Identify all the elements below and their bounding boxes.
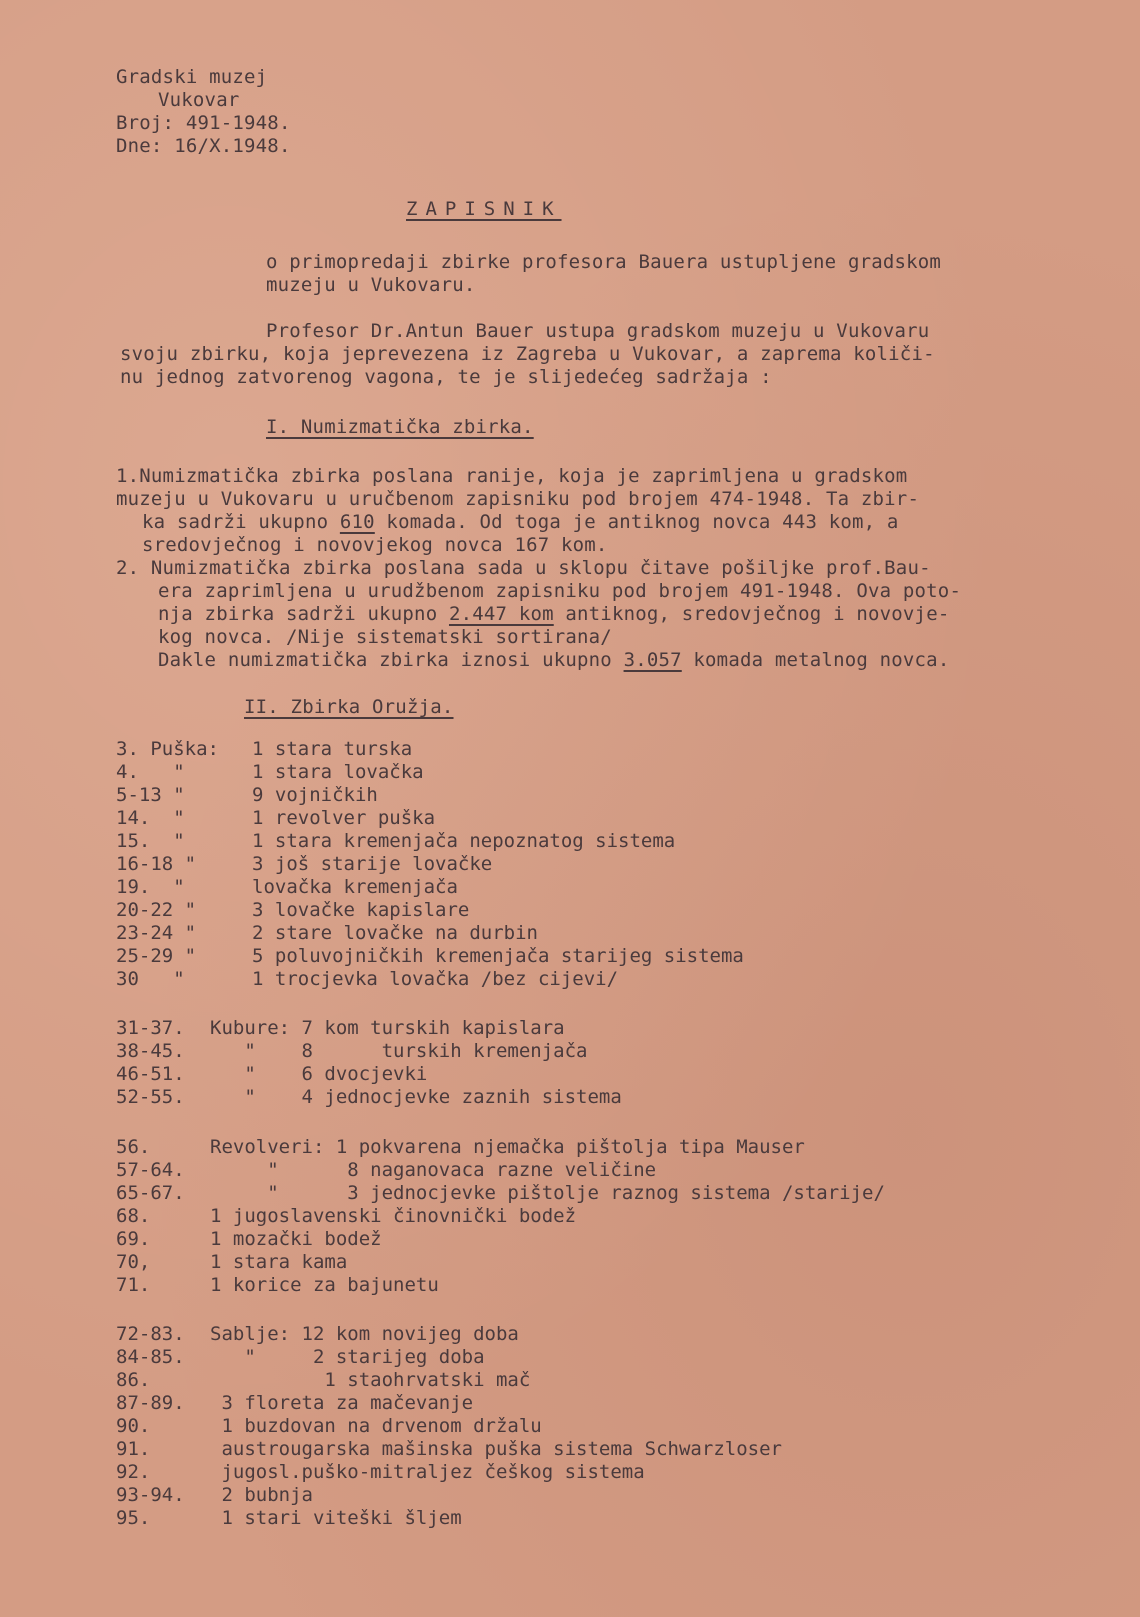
inventory-number: 72-83. <box>116 1323 185 1345</box>
inventory-description: " 2 starijeg doba <box>210 1346 485 1368</box>
numismatic-item-1-line-1: 1.Numizmatička zbirka poslana ranije, koja je zaprimljena u gradskom <box>116 465 908 487</box>
inventory-number: 84-85. <box>116 1346 185 1368</box>
numismatic-text: antiknog, sredovječnog i novovje- <box>553 603 950 625</box>
inventory-number: 46-51. <box>116 1063 185 1085</box>
numismatic-count-610: 610 <box>339 511 375 533</box>
inventory-description: 3 još starije lovačke <box>252 853 493 875</box>
numismatic-item-1-line-3 <box>142 511 899 534</box>
inventory-number: 95. <box>116 1507 151 1529</box>
inventory-description: 1 stara kama <box>210 1251 348 1273</box>
numismatic-item-2-line-3 <box>158 603 949 626</box>
inventory-number: 14. " <box>116 807 185 829</box>
inventory-number: 91. <box>116 1438 151 1460</box>
inventory-description: 1 stara turska <box>252 738 413 760</box>
inventory-description: 1 korice za bajunetu <box>210 1274 439 1296</box>
inventory-description: " 6 dvocjevki <box>210 1063 428 1085</box>
paragraph-line-3: nu jednog zatvorenog vagona, te je slijedećeg sadržaja : <box>120 366 772 388</box>
inventory-number: 70, <box>116 1251 151 1273</box>
inventory-number: 16-18 " <box>116 853 197 875</box>
inventory-description: " 4 jednocjevke zaznih sistema <box>210 1086 622 1108</box>
inventory-number: 87-89. <box>116 1392 185 1414</box>
numismatic-item-1-line-2: muzeju u Vukovaru u uručbenom zapisniku pod brojem 474-1948. Ta zbir- <box>116 488 920 510</box>
section-heading-weapons: II. Zbirka Oružja. <box>244 696 454 718</box>
paragraph-line-2: svoju zbirku, koja jeprevezena iz Zagreba u Vukovar, a zaprema količi- <box>120 343 935 365</box>
inventory-description: 1 mozački bodež <box>210 1228 382 1250</box>
inventory-description: 3 floreta za mačevanje <box>210 1392 474 1414</box>
inventory-number: 25-29 " <box>116 945 197 967</box>
intro-line-1: o primopredaji zbirke profesora Bauera ustupljene gradskom <box>266 251 942 273</box>
inventory-description: 1 trocjevka lovačka /bez cijevi/ <box>252 968 619 990</box>
inventory-number: 4. " <box>116 761 185 783</box>
inventory-description: 1 revolver puška <box>252 807 436 829</box>
header-number: Broj: 491-1948. <box>116 112 291 134</box>
inventory-number: 19. " <box>116 876 185 898</box>
inventory-description: " 8 naganovaca razne veličine <box>210 1159 657 1181</box>
paragraph-line-1: Profesor Dr.Antun Bauer ustupa gradskom muzeju u Vukovaru <box>266 320 930 342</box>
numismatic-count-2447: 2.447 kom <box>448 603 554 625</box>
inventory-number: 56. <box>116 1136 151 1158</box>
inventory-number: 3. Puška: <box>116 738 219 760</box>
inventory-description: 1 stari viteški šljem <box>210 1507 462 1529</box>
numismatic-total-line <box>158 649 949 672</box>
inventory-description: 9 vojničkih <box>252 784 378 806</box>
numismatic-total-3057: 3.057 <box>623 649 682 671</box>
inventory-number: 71. <box>116 1274 151 1296</box>
inventory-number: 68. <box>116 1205 151 1227</box>
inventory-number: 20-22 " <box>116 899 197 921</box>
numismatic-text: komada metalnog novca. <box>681 649 950 671</box>
inventory-description: " 8 turskih kremenjača <box>210 1040 588 1062</box>
inventory-number: 69. <box>116 1228 151 1250</box>
inventory-number: 65-67. <box>116 1182 185 1204</box>
numismatic-text: komada. Od toga je antiknog novca 443 kom, a <box>374 511 899 533</box>
inventory-number: 30 " <box>116 968 185 990</box>
inventory-description: 1 staohrvatski mač <box>210 1369 531 1391</box>
inventory-number: 57-64. <box>116 1159 185 1181</box>
inventory-number: 23-24 " <box>116 922 197 944</box>
numismatic-text: Dakle numizmatička zbirka iznosi ukupno <box>158 649 624 671</box>
inventory-number: 52-55. <box>116 1086 185 1108</box>
header-date: Dne: 16/X.1948. <box>116 135 291 157</box>
inventory-description: 1 jugoslavenski činovnički bodež <box>210 1205 577 1227</box>
inventory-number: 31-37. <box>116 1017 185 1039</box>
numismatic-item-2-line-2: era zaprimljena u urudžbenom zapisniku pod brojem 491-1948. Ova poto- <box>158 580 962 602</box>
inventory-number: 92. <box>116 1461 151 1483</box>
numismatic-item-2-line-1: 2. Numizmatička zbirka poslana sada u sklopu čitave pošiljke prof.Bau- <box>116 557 931 579</box>
header-institution: Gradski muzej <box>116 66 268 88</box>
inventory-description: jugosl.puško-mitraljez češkog sistema <box>210 1461 645 1483</box>
inventory-number: 38-45. <box>116 1040 185 1062</box>
inventory-description: Revolveri: 1 pokvarena njemačka pištolja tipa Mauser <box>210 1136 805 1158</box>
inventory-description: Kubure: 7 kom turskih kapislara <box>210 1017 565 1039</box>
inventory-description: 5 poluvojničkih kremenjača starijeg sistema <box>252 945 744 967</box>
numismatic-item-1-line-4: sredovječnog i novovjekog novca 167 kom. <box>142 534 608 556</box>
inventory-number: 86. <box>116 1369 151 1391</box>
inventory-description: lovačka kremenjača <box>252 876 458 898</box>
numismatic-item-2-line-4: kog novca. /Nije sistematski sortirana/ <box>158 626 612 648</box>
inventory-number: 90. <box>116 1415 151 1437</box>
numismatic-text: ka sadrži ukupno <box>142 511 340 533</box>
inventory-description: Sablje: 12 kom novijeg doba <box>210 1323 519 1345</box>
numismatic-text: nja zbirka sadrži ukupno <box>158 603 449 625</box>
header-city: Vukovar <box>158 89 240 111</box>
document-title: ZAPISNIK <box>406 198 562 220</box>
inventory-description: 3 lovačke kapislare <box>252 899 470 921</box>
intro-line-2: muzeju u Vukovaru. <box>266 274 476 296</box>
inventory-number: 15. " <box>116 830 185 852</box>
inventory-description: 2 bubnja <box>210 1484 313 1506</box>
inventory-description: 1 stara lovačka <box>252 761 424 783</box>
inventory-description: austrougarska mašinska puška sistema Schwarzloser <box>210 1438 782 1460</box>
inventory-description: 2 stare lovačke na durbin <box>252 922 538 944</box>
inventory-description: " 3 jednocjevke pištolje raznog sistema /starije/ <box>210 1182 885 1204</box>
inventory-number: 93-94. <box>116 1484 185 1506</box>
inventory-number: 5-13 " <box>116 784 185 806</box>
inventory-description: 1 buzdovan na drvenom držalu <box>210 1415 542 1437</box>
inventory-description: 1 stara kremenjača nepoznatog sistema <box>252 830 676 852</box>
section-heading-numismatics: I. Numizmatička zbirka. <box>266 416 534 438</box>
